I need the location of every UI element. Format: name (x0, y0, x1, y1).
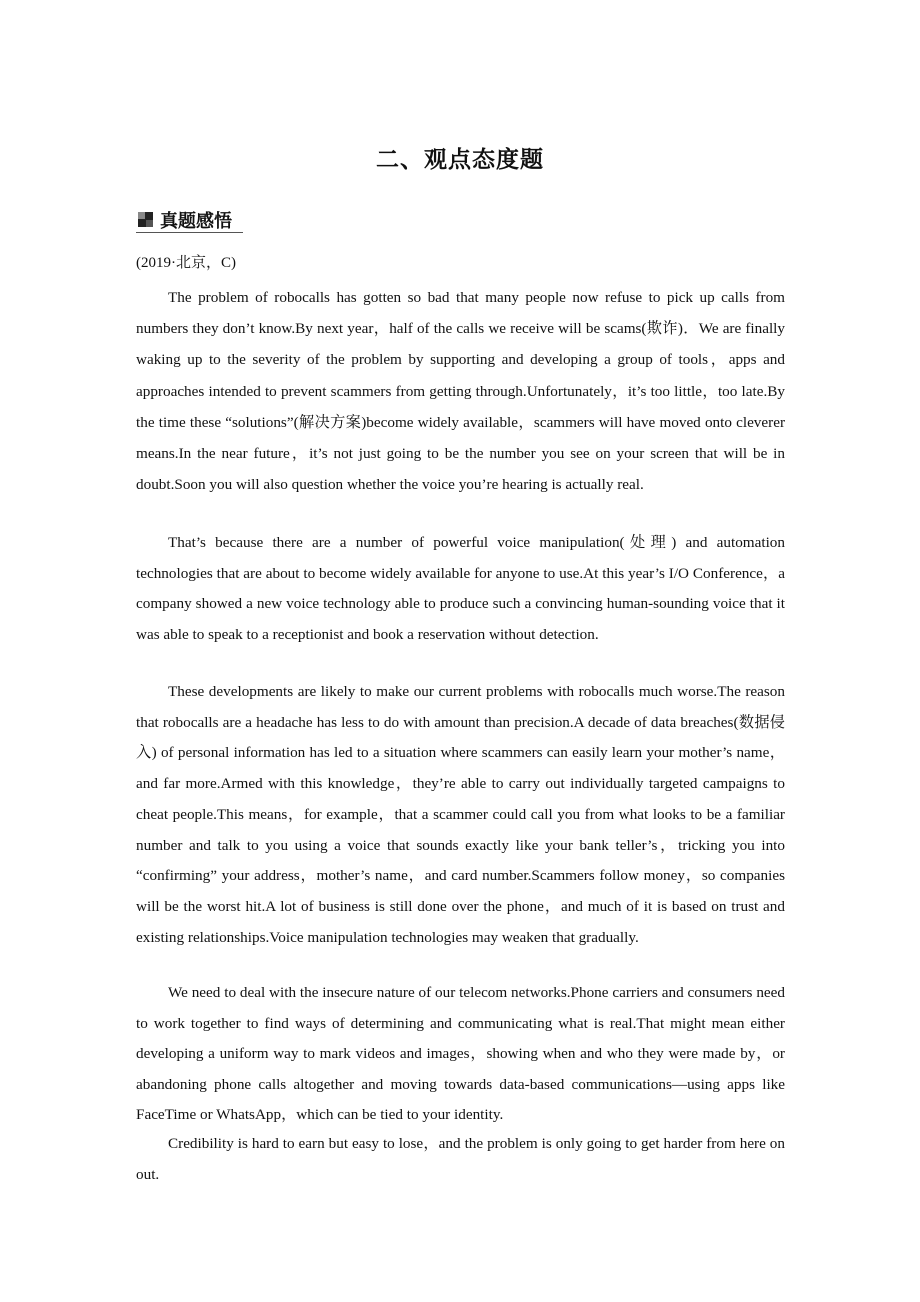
page-title: 二、观点态度题 (376, 147, 544, 173)
section-header (136, 206, 243, 233)
paragraph-5: Credibility is hard to earn but easy to lose，and the problem is only going to get harder from here on out. (136, 1135, 785, 1183)
paragraph-2: That’s because there are a number of powerful voice manipulation(处理) and automation technologies that are about to become widely available for anyone to use.At this year’s I/O Conference，a company showed a new voice technology able to produce such a convincing human-sounding voice that it was able to speak to a receptionist and book a reservation without detection. (136, 534, 785, 643)
paragraph-1: The problem of robocalls has gotten so bad that many people now refuse to pick up calls from numbers they don’t know.By next year，half of the calls we receive will be scams(欺诈)．We are finally waking up to the severity of the problem by supporting and developing a group of tools，apps and approaches intended to prevent scammers from getting through.Unfortunately，it’s too little，too late.By the time these “solutions”(解决方案)become widely available，scammers will have moved onto cleverer means.In the near future，it’s not just going to be the number you see on your screen that will be in doubt.Soon you will also question whether the voice you’re hearing is actually real. (136, 289, 785, 494)
paragraph-4: We need to deal with the insecure nature of our telecom networks.Phone carriers and consumers need to work together to find ways of determining and communicating what is real.That might mean either developing a uniform way to mark videos and images，showing when and who they were made by，or abandoning phone calls altogether and moving towards data-based communications—using apps like FaceTime or WhatsApp，which can be tied to your identity. (136, 984, 785, 1124)
source-citation: (2019·北京，C) (136, 255, 236, 271)
section-marker-icon (138, 212, 153, 227)
section-label: 真题感悟 (160, 211, 232, 232)
paragraph-3: These developments are likely to make our current problems with robocalls much worse.The reason that robocalls are a headache has less to do with amount than precision.A decade of data breaches(数据侵入) of personal information has led to a situation where scammers can easily learn your mother’s name，and far more.Armed with this knowledge，they’re able to carry out individually targeted campaigns to cheat people.This means，for example，that a scammer could call you from what looks to be a familiar number and talk to you using a voice that sounds exactly like your bank teller’s，tricking you into “confirming” your address，mother’s name，and card number.Scammers follow money，so companies will be the worst hit.A lot of business is still done over the phone，and much of it is based on trust and existing relationships.Voice manipulation technologies may weaken that gradually. (136, 683, 785, 946)
